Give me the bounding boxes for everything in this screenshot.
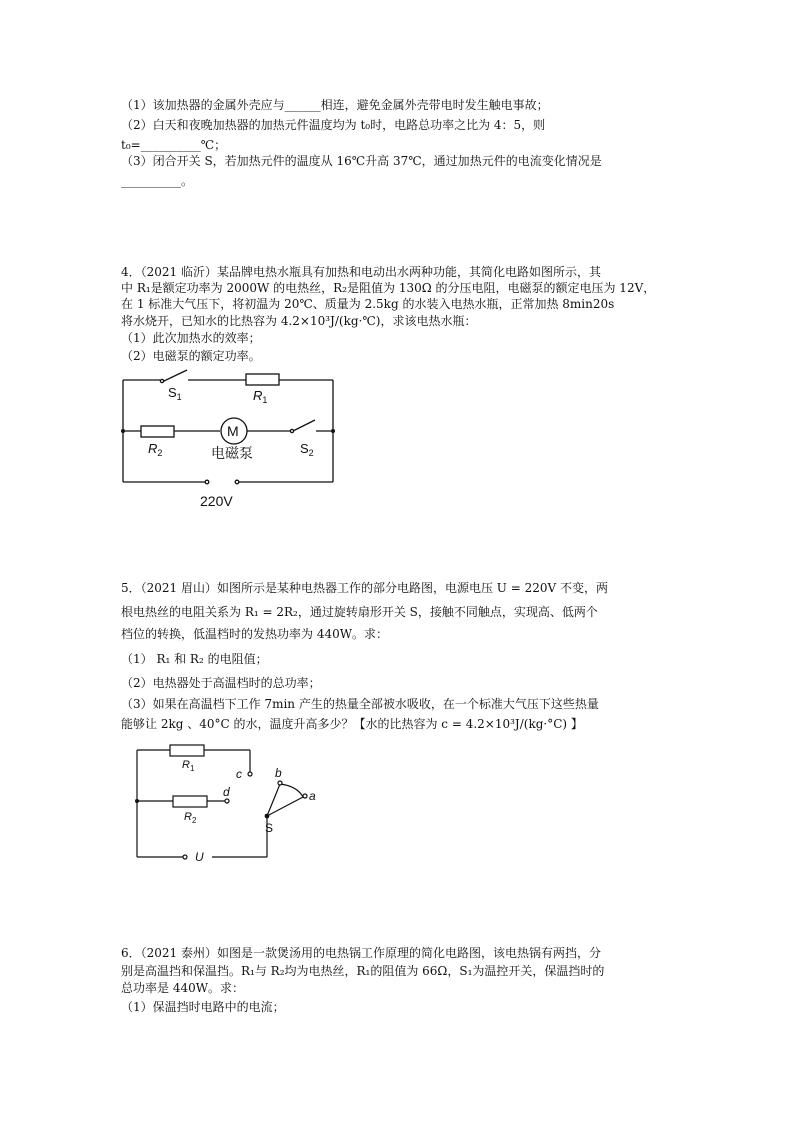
q4-r1-label: $R_1$ (253, 388, 268, 405)
q5-line-1: 5．（2021 眉山）如图所示是某种电热器工作的部分电路图，电源电压 U = 220V 不变，两 (121, 581, 608, 595)
q5-line-6: （3）如果在高温档下工作 7min 产生的热量全部被水吸收，在一个标准大气压下这些热量 (121, 697, 599, 711)
q5-line-2: 根电热丝的电阻关系为 R₁ = 2R₂，通过旋转扇形开关 S，接触不同触点，实现高、低两个 (121, 605, 598, 619)
q3-line-4: （3）闭合开关 S，若加热元件的温度从 16℃升高 37℃，通过加热元件的电流变化情况是 (121, 154, 602, 168)
q4-line-4: 将水烧开，已知水的比热容为 4.2×10³J/(kg·℃)，求该电热水瓶： (121, 314, 477, 328)
q4-s1-label: $S_1$ (168, 385, 182, 402)
q5-s-label: S (265, 821, 274, 835)
q4-line-5: （1）此次加热水的效率； (121, 331, 261, 345)
q5-a-label: a (309, 789, 316, 803)
q5-d-label: d (223, 785, 230, 799)
q4-pump-label: 电磁泵 (211, 445, 253, 461)
q4-line-3: 在 1 标准大气压下，将初温为 20℃、质量为 2.5kg 的水装入电热水瓶，正常加热 8min20s (121, 297, 615, 311)
q5-circuit-diagram (125, 740, 325, 865)
q5-r1-label: $R_1$ (182, 759, 195, 773)
q5-b-label: b (275, 766, 282, 780)
q4-circuit-diagram (110, 365, 350, 515)
q6-line-3: 总功率是 440W。求： (121, 981, 245, 995)
q6-line-2: 别是高温挡和保温挡。R₁与 R₂均为电热丝，R₁的阻值为 66Ω，S₁为温控开关，保温挡时的 (121, 964, 605, 978)
q4-line-6: （2）电磁泵的额定功率。 (121, 349, 261, 363)
q6-line-1: 6．（2021 泰州）如图是一款煲汤用的电热锅工作原理的简化电路图，该电热锅有两挡，分 (121, 946, 601, 960)
q5-line-5: （2）电热器处于高温档时的总功率； (121, 676, 321, 690)
q5-line-7: 能够让 2kg 、40°C 的水，温度升高多少？【水的比热容为 c = 4.2×10³J/(kg·°C) 】 (121, 717, 583, 731)
q4-r2-label: $R_2$ (148, 441, 163, 458)
q4-motor-label: M (227, 423, 239, 439)
q3-line-2: （2）白天和夜晚加热器的加热元件温度均为 t₀时，电路总功率之比为 4：5，则 (121, 118, 546, 132)
q4-s2-label: $S_2$ (300, 441, 314, 458)
q6-line-4: （1）保温挡时电路中的电流； (121, 1000, 285, 1014)
q3-line-3: t₀=__________℃； (121, 138, 227, 152)
q5-c-label: c (236, 767, 242, 781)
q5-u-label: U (195, 850, 204, 864)
q3-line-1: （1）该加热器的金属外壳应与______相连，避免金属外壳带电时发生触电事故； (121, 98, 549, 112)
q5-line-3: 档位的转换，低温档时的发热功率为 440W。求： (121, 627, 389, 641)
q5-r2-label: $R_2$ (184, 811, 197, 825)
q4-voltage-label: 220V (200, 493, 233, 509)
q5-line-4: （1） R₁ 和 R₂ 的电阻值； (121, 652, 268, 666)
q4-line-2: 中 R₁是额定功率为 2000W 的电热丝，R₂是阻值为 130Ω 的分压电阻，电磁泵的额定电压为 12V， (121, 281, 656, 295)
q4-line-1: 4．（2021 临沂）某品牌电热水瓶具有加热和电动出水两种功能，其简化电路如图所示，其 (121, 265, 601, 279)
q3-line-5: __________。 (121, 174, 194, 188)
